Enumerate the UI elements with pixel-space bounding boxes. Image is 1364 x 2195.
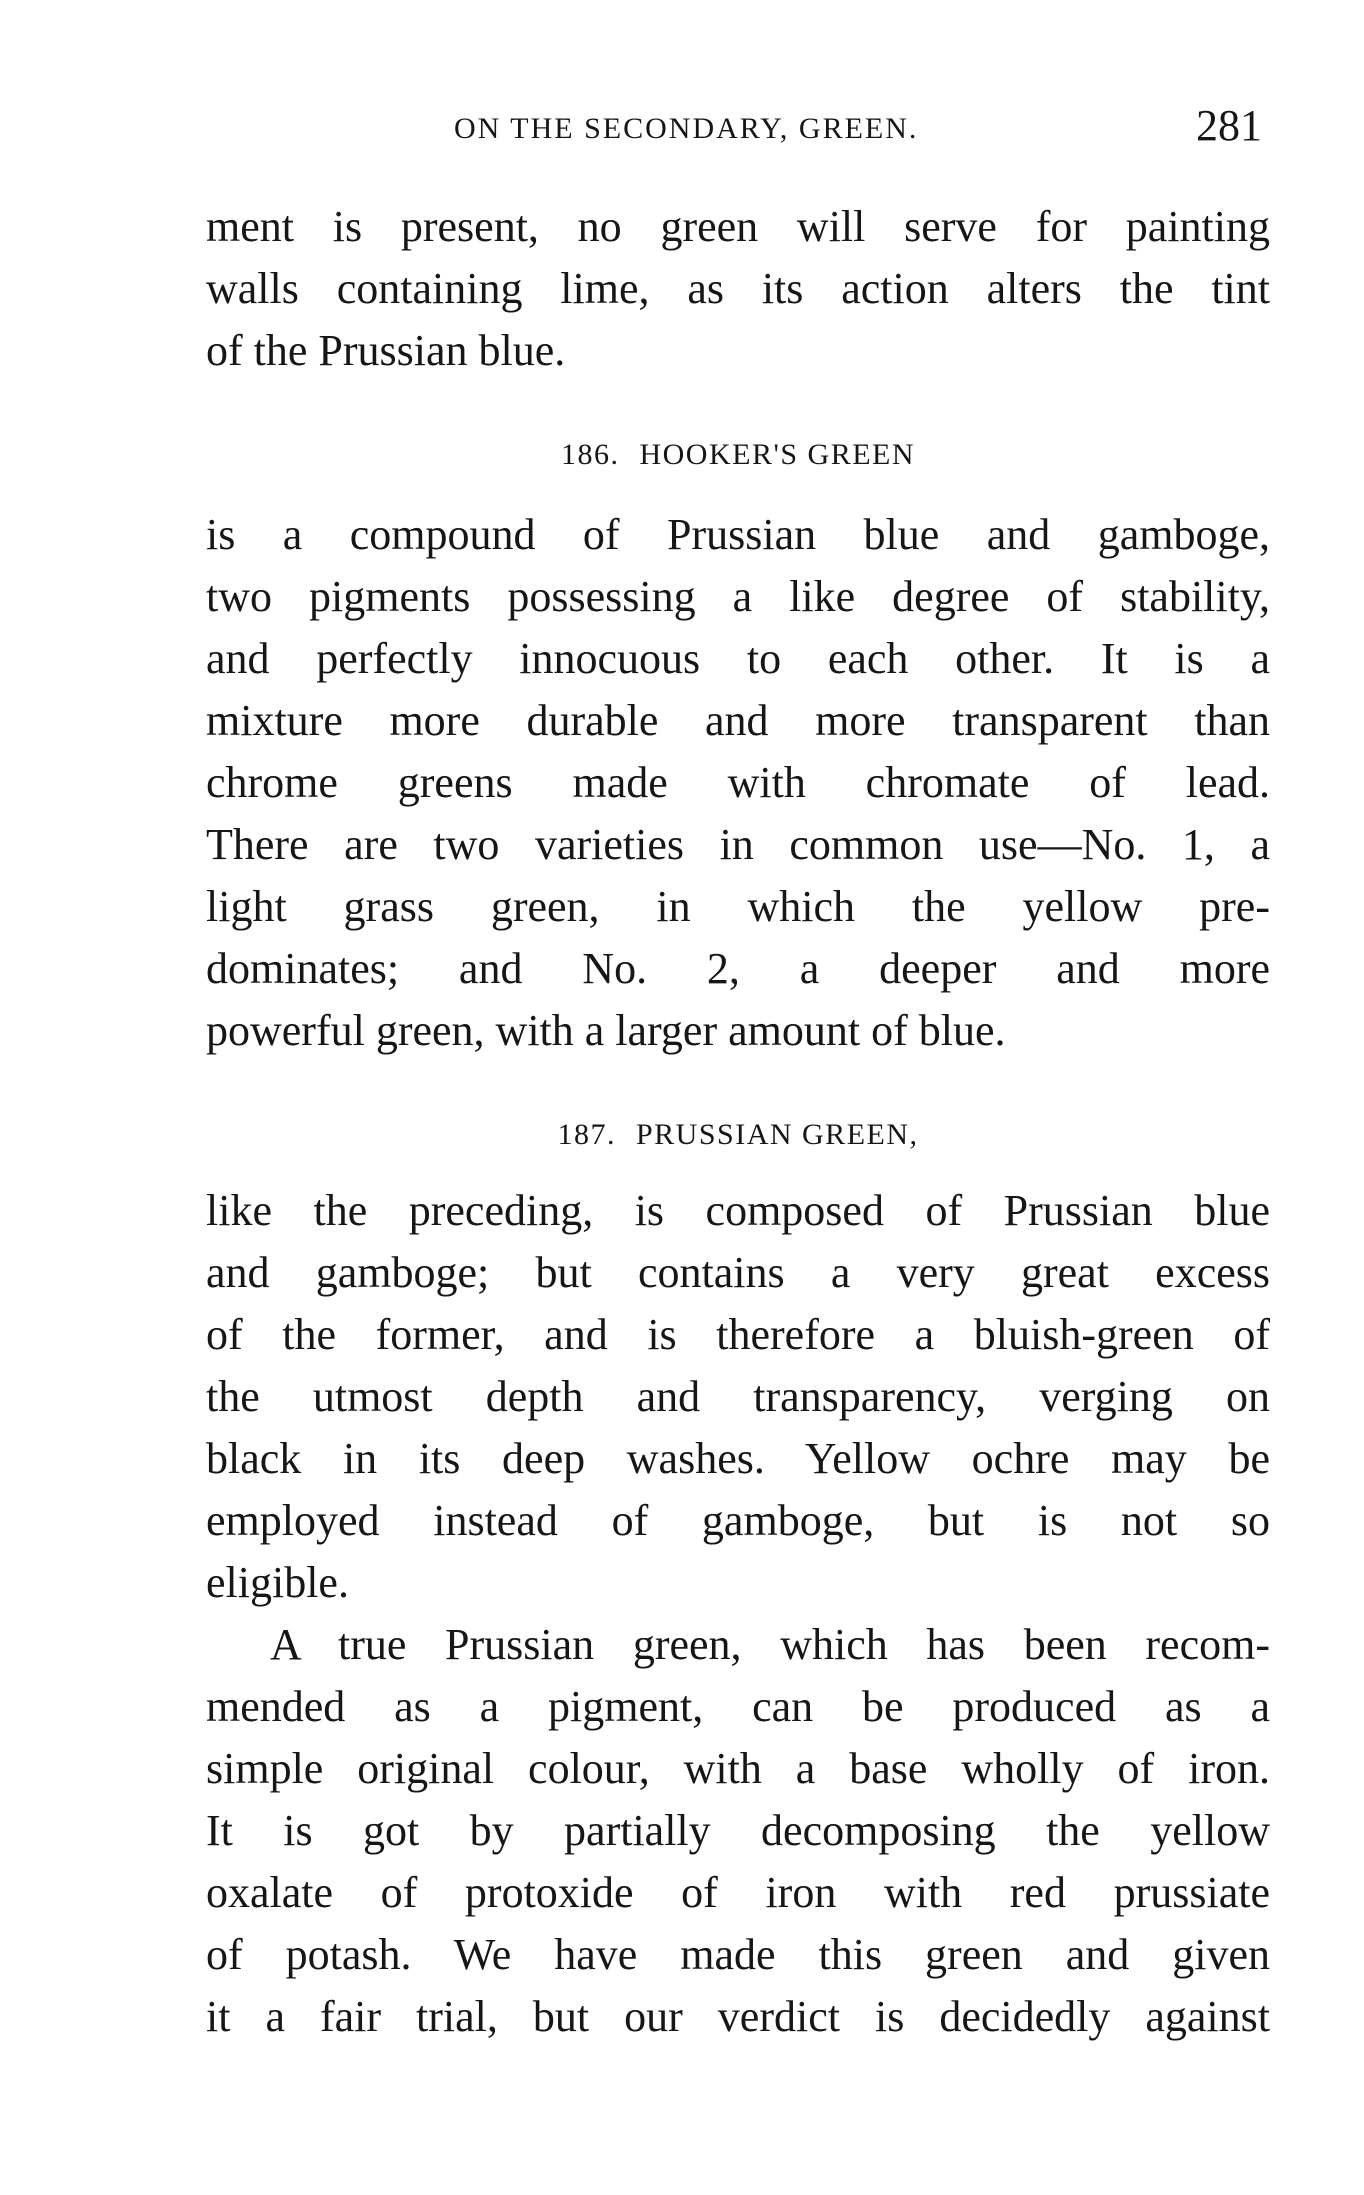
text-line: chrome greens made with chromate of lead. [206,758,1270,807]
page-number: 281 [1196,101,1262,150]
section-number: 186. [560,438,620,471]
running-head: ON THE SECONDARY, GREEN. [454,112,919,145]
text-line: black in its deep washes. Yellow ochre may be [206,1434,1270,1483]
text-line: A true Prussian green, which has been recom- [270,1620,1270,1669]
section-186-paragraph [206,504,1270,1062]
text-line: and gamboge; but contains a very great excess [206,1248,1270,1297]
text-line: two pigments possessing a like degree of stability, [206,572,1270,621]
text-line: mended as a pigment, can be produced as a [206,1682,1270,1731]
text-line: oxalate of protoxide of iron with red prussiate [206,1868,1270,1917]
text-line: of the Prussian blue. [206,326,566,375]
text-line: There are two varieties in common use—No. 1, a [206,820,1270,869]
text-line: ment is present, no green will serve for painting [206,202,1270,251]
intro-paragraph [206,196,1270,382]
text-line: the utmost depth and transparency, verging on [206,1372,1270,1421]
text-line: simple original colour, with a base wholly of iron. [206,1744,1270,1793]
text-line: employed instead of gamboge, but is not so [206,1496,1270,1545]
section-title: PRUSSIAN GREEN, [635,1118,919,1151]
section-187-paragraph-2 [206,1614,1270,2048]
text-line: mixture more durable and more transparent than [206,696,1270,745]
page-header [204,100,1270,160]
text-line: dominates; and No. 2, a deeper and more [206,944,1270,993]
text-line: like the preceding, is composed of Prussian blue [206,1186,1270,1235]
section-heading-187 [206,1118,1270,1152]
text-line: walls containing lime, as its action alters the tint [206,264,1270,313]
text-line: it a fair trial, but our verdict is decidedly against [206,1992,1270,2041]
text-line: of the former, and is therefore a bluish-green of [206,1310,1270,1359]
text-line: powerful green, with a larger amount of blue. [206,1006,1006,1055]
section-number: 187. [557,1118,616,1151]
section-title: HOOKER'S GREEN [639,438,916,471]
text-line: is a compound of Prussian blue and gamboge, [206,510,1270,559]
text-line: It is got by partially decomposing the yellow [206,1806,1270,1855]
text-line: light grass green, in which the yellow pre- [206,882,1270,931]
text-line: and perfectly innocuous to each other. It is a [206,634,1270,683]
section-187-paragraph-1 [206,1180,1270,1614]
text-line: of potash. We have made this green and given [206,1930,1270,1979]
section-heading-186 [206,438,1270,472]
text-line: eligible. [206,1558,349,1607]
